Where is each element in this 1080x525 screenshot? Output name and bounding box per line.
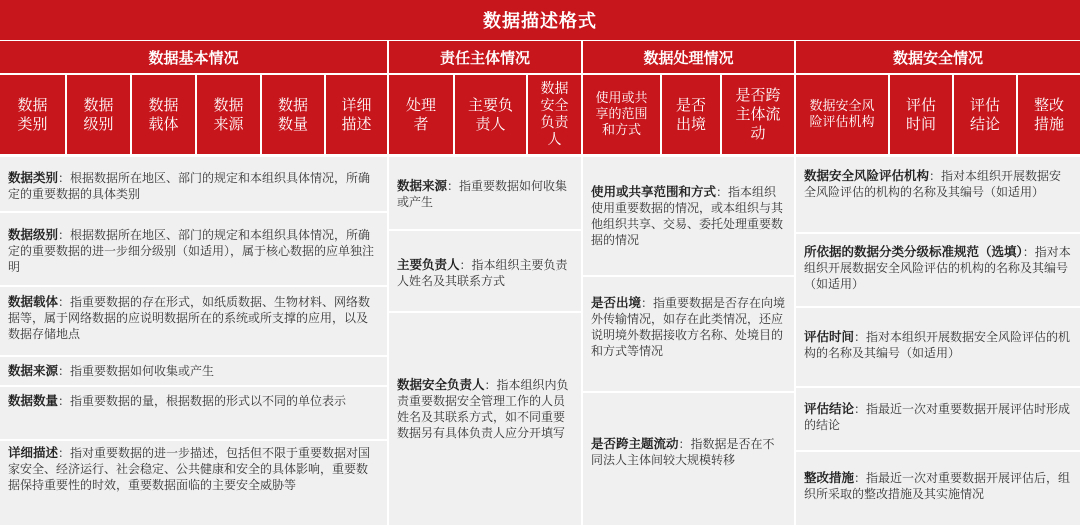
desc-remediation: [796, 452, 1080, 525]
desc-text: ：根据数据所在地区、部门的规定和本组织具体情况，所确定的重要数据的具体类别: [8, 171, 371, 201]
desc-usage-scope: [583, 157, 794, 275]
desc-text: ：指重要数据是否存在向境外传输情况，如存在此类情况，还应说明境外数据接收方名称、处境目的和方式等情况: [591, 296, 786, 358]
desc-data-source: [0, 357, 387, 385]
column-header-data-carrier: 数据 载体: [132, 75, 195, 154]
desc-term: 使用或共享范围和方式: [591, 184, 717, 199]
desc-text: ：指最近一次对重要数据开展评估后，组织所采取的整改措施及其实施情况: [804, 471, 1071, 501]
column-header-assessment-conclusion: 评估 结论: [954, 75, 1016, 154]
desc-term: 整改措施: [804, 470, 855, 485]
desc-text: ：指重要数据如何收集或产生: [58, 364, 215, 378]
desc-term: 数据来源: [397, 178, 448, 193]
group-header-basic: 数据基本情况: [0, 41, 387, 73]
desc-text: ：指最近一次对重要数据开展评估时形成的结论: [804, 402, 1071, 432]
desc-text: ：指对本组织开展数据安全风险评估的机构的名称及其编号（如适用）: [804, 330, 1071, 360]
desc-text: ：指对本组织开展数据安全风险评估的机构的名称及其编号（如适用）: [804, 245, 1071, 291]
desc-main-responsible: [389, 231, 581, 311]
column-header-data-source: 数据 来源: [197, 75, 260, 154]
desc-term: 数据类别: [8, 170, 59, 185]
desc-text: ：根据数据所在地区、部门的规定和本组织具体情况，所确定的重要数据的进一步细分级别（如适用），属于核心数据的应单独注明: [8, 228, 375, 274]
desc-detailed-description: [0, 441, 387, 525]
column-header-assessment-time: 评估 时间: [890, 75, 952, 154]
desc-term: 主要负责人: [397, 257, 460, 272]
column-header-cross-border: 是否 出境: [662, 75, 720, 154]
column-header-risk-assessment-org: 数据安全风 险评估机构: [796, 75, 888, 154]
desc-assessment-time: [796, 308, 1080, 386]
desc-data-quantity: [0, 387, 387, 439]
desc-term: 评估结论: [804, 401, 855, 416]
desc-text: ：指对本组织开展数据安全风险评估的机构的名称及其编号（如适用）: [804, 169, 1062, 199]
desc-text: ：指对重要数据的进一步描述，包括但不限于重要数据对国家安全、经济运行、社会稳定、公共健康和安全的具体影响，重要数据保持重要性的时效，重要数据面临的主要安全威胁等: [8, 446, 371, 492]
desc-security-responsible: [389, 313, 581, 525]
column-header-data-category: 数据 类别: [0, 75, 65, 154]
desc-data-category: [0, 157, 387, 211]
desc-term: 所依据的数据分类分级标准规范（选填）: [804, 244, 1023, 259]
column-header-security-responsible: 数据 安全 负责 人: [528, 75, 581, 154]
desc-text: ：指重要数据的量，根据数据的形式以不同的单位表示: [58, 394, 347, 408]
desc-term: 是否出境: [591, 295, 642, 310]
desc-assessment-conclusion: [796, 388, 1080, 450]
desc-term: 详细描述: [8, 445, 59, 460]
group-header-processing: 数据处理情况: [583, 41, 794, 73]
desc-term: 评估时间: [804, 329, 855, 344]
column-header-remediation: 整改 措施: [1018, 75, 1080, 154]
desc-term: 数据安全负责人: [397, 377, 485, 392]
desc-text: ：指本组织内负责重要数据安全管理工作的人员姓名及其联系方式，如不同重要数据另有具体负责人应分开填写: [397, 378, 569, 440]
desc-cross-border: [583, 277, 794, 391]
desc-term: 数据级别: [8, 227, 59, 242]
column-header-detailed-description: 详细 描述: [326, 75, 387, 154]
column-header-usage-scope: 使用或共 享的范围 和方式: [583, 75, 660, 154]
group-header-responsible: 责任主体情况: [389, 41, 581, 73]
column-header-processor: 处理 者: [389, 75, 453, 154]
desc-term: 是否跨主题流动: [591, 436, 679, 451]
column-header-cross-entity-flow: 是否跨 主体流 动: [722, 75, 794, 154]
desc-term: 数据来源: [8, 363, 59, 378]
group-header-security: 数据安全情况: [796, 41, 1080, 73]
desc-classification-standard: [796, 234, 1080, 306]
desc-text: ：指数据是否在不同法人主体间较大规模转移: [591, 437, 775, 467]
desc-text: ：指重要数据的存在形式，如纸质数据、生物材料、网络数据等，属于网络数据的应说明数据所在的系统或所支撑的应用，以及数据存储地点: [8, 295, 371, 341]
column-header-main-responsible: 主要负 责人: [455, 75, 526, 154]
column-header-data-quantity: 数据 数量: [262, 75, 324, 154]
desc-data-level: [0, 213, 387, 285]
desc-risk-assessment-org: [796, 157, 1080, 232]
desc-term: 数据数量: [8, 393, 59, 408]
column-header-data-level: 数据 级别: [67, 75, 130, 154]
desc-processor: [389, 157, 581, 229]
page-title: 数据描述格式: [0, 0, 1080, 40]
desc-text: ：指本组织使用重要数据的情况，或本组织与其他组织共享、交易、委托处理重要数据的情况: [591, 185, 784, 247]
desc-data-carrier: [0, 287, 387, 355]
desc-text: ：指本组织主要负责人姓名及其联系方式: [397, 258, 568, 288]
desc-text: ：指重要数据如何收集或产生: [397, 179, 568, 209]
desc-term: 数据载体: [8, 294, 59, 309]
desc-term: 数据安全风险评估机构: [804, 168, 930, 183]
desc-cross-entity-flow: [583, 393, 794, 525]
